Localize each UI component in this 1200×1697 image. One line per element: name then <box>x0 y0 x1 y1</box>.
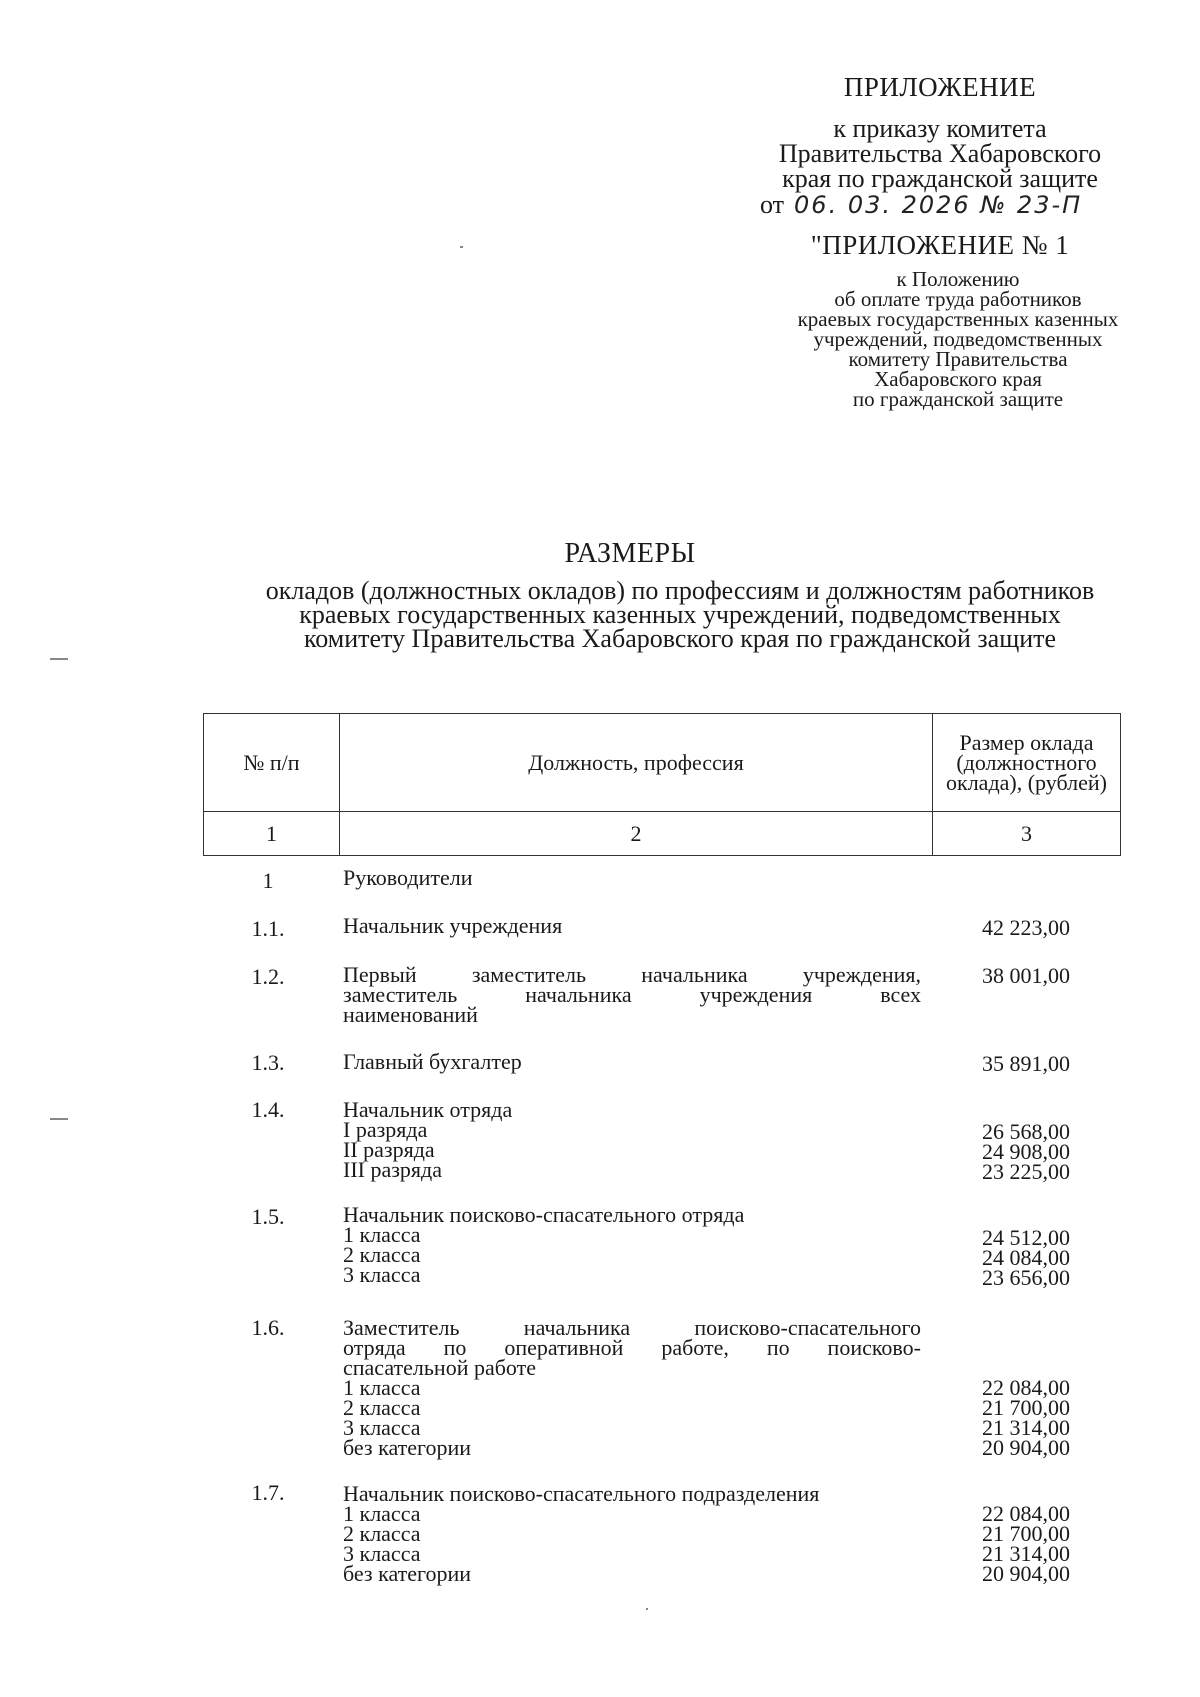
header-num: № п/п <box>243 749 300 775</box>
row-number: 1.3. <box>251 1050 285 1075</box>
scan-speck <box>50 1118 68 1120</box>
salary-value: 26 568,00 <box>982 1119 1070 1144</box>
regulation-line: комитету Правительства <box>848 347 1068 371</box>
salary-value: 22 084,00 <box>982 1375 1070 1400</box>
row-number: 1.2. <box>251 964 285 989</box>
regulation-line: краевых государственных казенных <box>797 307 1119 331</box>
row-number: 1.4. <box>251 1097 285 1122</box>
order-line: к приказу комитета <box>833 114 1047 143</box>
row-text-line: I разряда <box>343 1117 428 1142</box>
row-text-line: Руководители <box>343 865 473 890</box>
row-text-line: III разряда <box>343 1157 443 1182</box>
salary-value: 21 700,00 <box>982 1395 1070 1420</box>
row-text <box>343 1049 921 1074</box>
row-text <box>343 865 921 890</box>
salary-value: 22 084,00 <box>982 1501 1070 1526</box>
salary-value: 42 223,00 <box>982 915 1070 940</box>
row-text-line: 3 класса <box>343 1415 421 1440</box>
table-header <box>203 713 1121 856</box>
salary-value: 23 656,00 <box>982 1265 1070 1290</box>
regulation-line: об оплате труда работников <box>834 287 1082 311</box>
column-number-cell <box>932 811 1121 856</box>
row-text-line: 2 класса <box>343 1395 421 1420</box>
row-text <box>343 913 921 938</box>
scan-speck <box>50 658 68 660</box>
salary-value: 20 904,00 <box>982 1435 1070 1460</box>
row-values <box>940 915 1070 940</box>
row-text-line: 3 класса <box>343 1262 421 1287</box>
column-number: 2 <box>630 820 642 846</box>
header-position: Должность, профессия <box>528 749 744 775</box>
header-salary-line: Размер оклада <box>959 729 1094 755</box>
appendix1-title: "ПРИЛОЖЕНИЕ № 1 <box>810 230 1070 260</box>
order-line: края по гражданской защите <box>782 164 1098 193</box>
row-values <box>940 963 1070 988</box>
row-text-line: 1 класса <box>343 1501 421 1526</box>
row-text-line: Первый заместитель начальника учреждения, <box>343 962 921 987</box>
row-values <box>940 1051 1070 1076</box>
header-salary-cell <box>932 713 1121 812</box>
handwritten-date-number: 06. 03. 2026 № 23-П <box>794 191 1083 219</box>
row-number: 1.7. <box>251 1480 285 1505</box>
row-text <box>343 1202 921 1287</box>
salary-value: 24 512,00 <box>982 1225 1070 1250</box>
row-text-line: без категории <box>343 1435 472 1460</box>
row-values <box>940 1501 1070 1586</box>
row-text-line: Начальник отряда <box>343 1097 513 1122</box>
header-salary-line: оклада), (рублей) <box>946 769 1107 795</box>
regulation-line: к Положению <box>896 267 1020 291</box>
order-line: Правительства Хабаровского <box>778 139 1102 168</box>
row-values <box>940 1375 1070 1460</box>
row-text-line: Начальник поисково-спасательного подразделения <box>343 1481 820 1506</box>
column-number-cell <box>339 811 933 856</box>
header-num-cell <box>203 713 340 812</box>
row-values <box>940 1225 1070 1290</box>
row-text-line: 2 класса <box>343 1521 421 1546</box>
row-text-line: без категории <box>343 1561 472 1586</box>
column-number: 1 <box>266 820 277 846</box>
row-text-line: Главный бухгалтер <box>343 1049 522 1074</box>
row-text-line: Начальник поисково-спасательного отряда <box>343 1202 745 1227</box>
row-text-line: 1 класса <box>343 1375 421 1400</box>
salary-value: 23 225,00 <box>982 1159 1070 1184</box>
row-text-line: заместитель начальника учреждения всех <box>343 982 921 1007</box>
salary-value: 21 314,00 <box>982 1415 1070 1440</box>
salary-value: 21 314,00 <box>982 1541 1070 1566</box>
date-prefix: от <box>760 190 785 219</box>
regulation-line: Хабаровского края <box>874 367 1042 391</box>
regulation-line: по гражданской защите <box>852 387 1064 411</box>
column-number-cell <box>203 811 340 856</box>
regulation-line: учреждений, подведомственных <box>813 327 1103 351</box>
row-text-line: наименований <box>343 1002 478 1027</box>
document-subtitle-line: краевых государственных казенных учреждений, подведомственных <box>299 600 1061 629</box>
row-number: 1 <box>262 868 274 893</box>
header-position-cell <box>339 713 933 812</box>
scan-speck <box>460 246 463 248</box>
row-text <box>343 1315 921 1460</box>
document-subtitle-line: окладов (должностных окладов) по профессиям и должностям работников <box>265 576 1095 605</box>
row-number: 1.1. <box>251 916 285 941</box>
row-text <box>343 1481 921 1586</box>
salary-value: 24 084,00 <box>982 1245 1070 1270</box>
salary-value: 38 001,00 <box>982 963 1070 988</box>
salary-value: 21 700,00 <box>982 1521 1070 1546</box>
order-date-line <box>760 190 1082 220</box>
row-text-line: 2 класса <box>343 1242 421 1267</box>
appendix-title: ПРИЛОЖЕНИЕ <box>843 72 1037 102</box>
row-text-line: 3 класса <box>343 1541 421 1566</box>
row-text-line: Заместитель начальника поисково-спасательного <box>343 1315 921 1340</box>
row-text-line: II разряда <box>343 1137 435 1162</box>
row-text-line: отряда по оперативной работе, по поисково- <box>343 1335 921 1360</box>
row-text-line: 1 класса <box>343 1222 421 1247</box>
row-text-line: Начальник учреждения <box>343 913 563 938</box>
scan-speck <box>646 1608 648 1610</box>
row-number: 1.6. <box>251 1315 285 1340</box>
salary-value: 24 908,00 <box>982 1139 1070 1164</box>
column-number: 3 <box>1021 820 1032 846</box>
document-subtitle-line: комитету Правительства Хабаровского края по гражданской защите <box>303 624 1057 653</box>
row-text-line: спасательной работе <box>343 1355 537 1380</box>
row-values <box>940 1119 1070 1184</box>
header-salary-line: (должностного <box>956 749 1097 775</box>
row-text <box>343 1097 921 1182</box>
salary-value: 20 904,00 <box>982 1561 1070 1586</box>
row-number: 1.5. <box>251 1204 285 1229</box>
row-text <box>343 962 921 1027</box>
document-title: РАЗМЕРЫ <box>564 538 696 569</box>
salary-value: 35 891,00 <box>982 1051 1070 1076</box>
